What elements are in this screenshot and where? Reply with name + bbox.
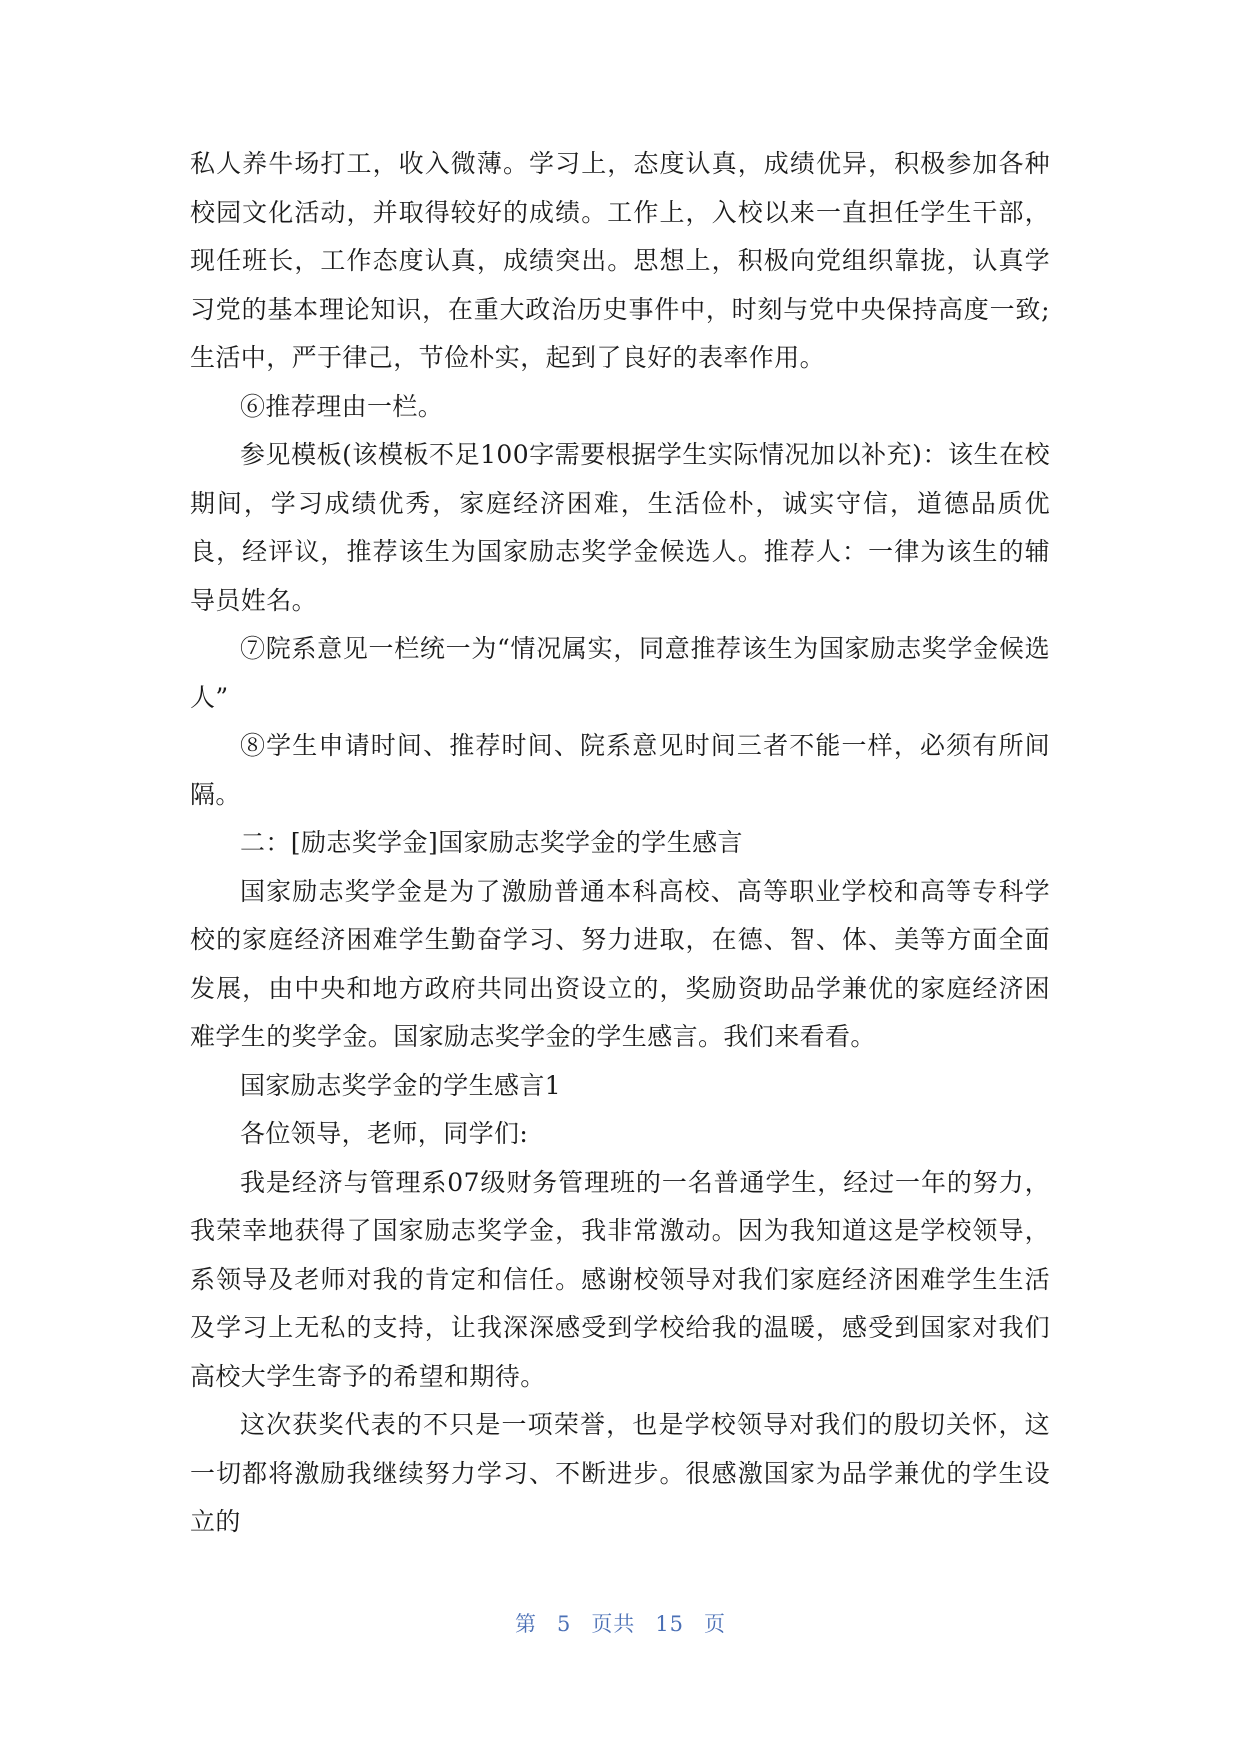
footer-label-page: 第 [514, 1612, 537, 1636]
paragraph: 我是经济与管理系07级财务管理班的一名普通学生，经过一年的努力，我荣幸地获得了国家励志奖学金，我非常激动。因为我知道这是学校领导，系领导及老师对我的肯定和信任。感谢校领导对我们家庭经济困难学生生活及学习上无私的支持，让我深深感受到学校给我的温暖，感受到国家对我们高校大学生寄予的希望和期待。 [190, 1167, 1050, 1391]
paragraph: ⑦院系意见一栏统一为“情况属实，同意推荐该生为国家励志奖学金候选人” [190, 634, 1050, 712]
footer-total-pages: 15 [655, 1612, 685, 1636]
subheading: 国家励志奖学金的学生感言1 [240, 1070, 562, 1100]
paragraph: ⑧学生申请时间、推荐时间、院系意见时间三者不能一样，必须有所间隔。 [190, 731, 1050, 809]
document-body [190, 140, 1050, 1547]
salutation: 各位领导，老师，同学们: [240, 1119, 529, 1148]
paragraph: 参见模板(该模板不足100字需要根据学生实际情况加以补充)：该生在校期间，学习成绩优秀，家庭经济困难，生活俭朴，诚实守信，道德品质优良，经评议，推荐该生为国家励志奖学金候选人。推荐人：一律为该生的辅导员姓名。 [190, 440, 1050, 615]
page-footer [0, 1608, 1241, 1638]
paragraph: 国家励志奖学金是为了激励普通本科高校、高等职业学校和高等专科学校的家庭经济困难学生勤奋学习、努力进取，在德、智、体、美等方面全面发展，由中央和地方政府共同出资设立的，奖励资助品学兼优的家庭经济困难学生的奖学金。国家励志奖学金的学生感言。我们来看看。 [190, 876, 1050, 1051]
footer-current-page: 5 [556, 1612, 572, 1636]
section-heading: 二：[励志奖学金]国家励志奖学金的学生感言 [240, 828, 743, 857]
footer-label-end: 页 [704, 1612, 727, 1636]
footer-label-of: 页共 [591, 1612, 636, 1636]
paragraph: ⑥推荐理由一栏。 [240, 391, 444, 421]
paragraph: 这次获奖代表的不只是一项荣誉，也是学校领导对我们的殷切关怀，这一切都将激励我继续努力学习、不断进步。很感激国家为品学兼优的学生设立的 [190, 1410, 1050, 1536]
paragraph: 私人养牛场打工，收入微薄。学习上，态度认真，成绩优异，积极参加各种校园文化活动，并取得较好的成绩。工作上，入校以来一直担任学生干部，现任班长，工作态度认真，成绩突出。思想上，积极向党组织靠拢，认真学习党的基本理论知识，在重大政治历史事件中，时刻与党中央保持高度一致;生活中，严于律己，节俭朴实，起到了良好的表率作用。 [190, 149, 1050, 372]
